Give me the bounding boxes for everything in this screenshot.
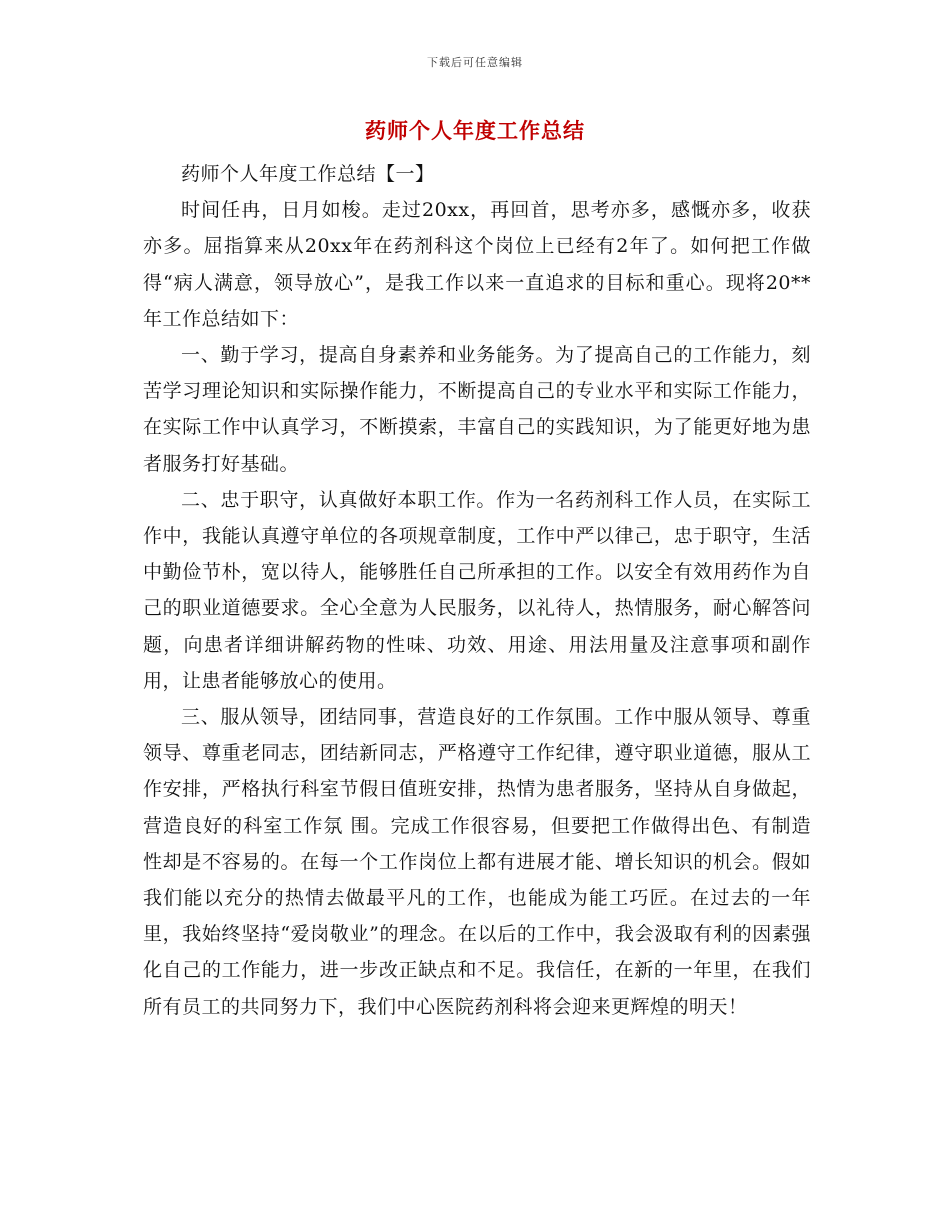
paragraph-2: 二、忠于职守，认真做好本职工作。作为一名药剂科工作人员，在实际工作中，我能认真遵守单位的各项规章制度，工作中严以律己，忠于职守，生活中勤俭节朴，宽以待人，能够胜任自己所承担的工作。以安全有效用药作为自己的职业道德要求。全心全意为人民服务，以礼待人，热情服务，耐心解答问题，向患者详细讲解药物的性味、功效、用途、用法用量及注意事项和副作用，让患者能够放心的使用。: [143, 488, 811, 692]
paragraph-intro: 时间任冉，日月如梭。走过20xx，再回首，思考亦多，感慨亦多，收获亦多。屈指算来从20xx年在药剂科这个岗位上已经有2年了。如何把工作做得“病人满意，领导放心”，是我工作以来一直追求的目标和重心。现将20**年工作总结如下：: [143, 199, 811, 330]
document-title: 药师个人年度工作总结: [365, 118, 585, 143]
paragraph-1: 一、勤于学习，提高自身素养和业务能务。为了提高自己的工作能力，刻苦学习理论知识和实际操作能力，不断提高自己的专业水平和实际工作能力，在实际工作中认真学习，不断摸索，丰富自己的实践知识，为了能更好地为患者服务打好基础。: [143, 344, 811, 475]
paragraph-3: 三、服从领导，团结同事，营造良好的工作氛围。工作中服从领导、尊重领导、尊重老同志，团结新同志，严格遵守工作纪律，遵守职业道德，服从工作安排，严格执行科室节假日值班安排，热情为患者服务，坚持从自身做起，营造良好的科室工作氛 围。完成工作很容易，但要把工作做得出色、有制造性却是不容易的。在每一个工作岗位上都有进展才能、增长知识的机会。假如我们能以充分的热情去做最平凡的工作，也能成为能工巧匠。在过去的一年里，我始终坚持“爱岗敬业”的理念。在以后的工作中，我会汲取有利的因素强化自己的工作能力，进一步改正缺点和不足。我信任，在新的一年里，在我们所有员工的共同努力下，我们中心医院药剂科将会迎来更辉煌的明天！: [143, 706, 811, 1018]
document-body: [143, 156, 811, 1025]
section-heading: 药师个人年度工作总结【一】: [181, 163, 435, 185]
header-note: 下载后可任意编辑: [427, 56, 523, 69]
